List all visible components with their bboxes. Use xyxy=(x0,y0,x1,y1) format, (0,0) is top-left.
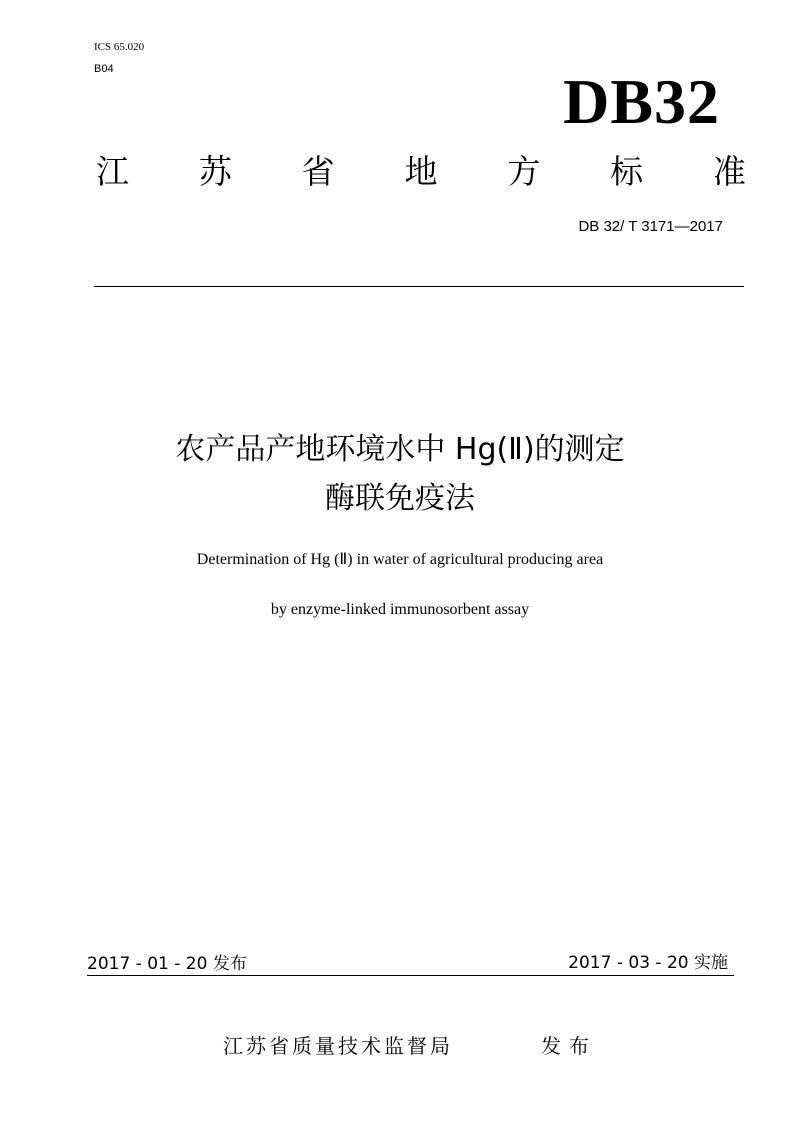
standard-type-heading xyxy=(96,152,746,191)
chinese-title-line-1: 农产品产地环境水中 Hg(Ⅱ)的测定 xyxy=(175,432,625,467)
issue-label: 发布 xyxy=(541,1034,597,1058)
standard-logo-db32: DB32 xyxy=(563,66,720,137)
standard-type-char: 方 xyxy=(507,152,541,191)
standard-type-char: 准 xyxy=(712,152,746,191)
top-divider xyxy=(94,286,744,287)
standard-type-char: 标 xyxy=(610,152,644,191)
standard-type-char: 省 xyxy=(301,152,335,191)
standard-type-char: 苏 xyxy=(198,152,232,191)
ccs-code: B04 xyxy=(94,63,114,75)
implement-date: 2017 - 03 - 20 实施 xyxy=(568,953,728,973)
ics-code: ICS 65.020 xyxy=(94,41,145,53)
standard-number: DB 32/ T 3171—2017 xyxy=(578,218,723,235)
publish-date: 2017 - 01 - 20 发布 xyxy=(87,954,247,974)
english-title-line-1: Determination of Hg (Ⅱ) in water of agricultural producing area xyxy=(196,551,604,568)
chinese-title-line-2: 酶联免疫法 xyxy=(325,481,475,516)
issuing-authority: 江苏省质量技术监督局 xyxy=(223,1034,453,1058)
standard-type-char: 地 xyxy=(404,152,438,191)
standard-type-char: 江 xyxy=(96,152,129,191)
english-title-line-2: by enzyme-linked immunosorbent assay xyxy=(270,601,530,618)
bottom-divider xyxy=(87,975,734,976)
